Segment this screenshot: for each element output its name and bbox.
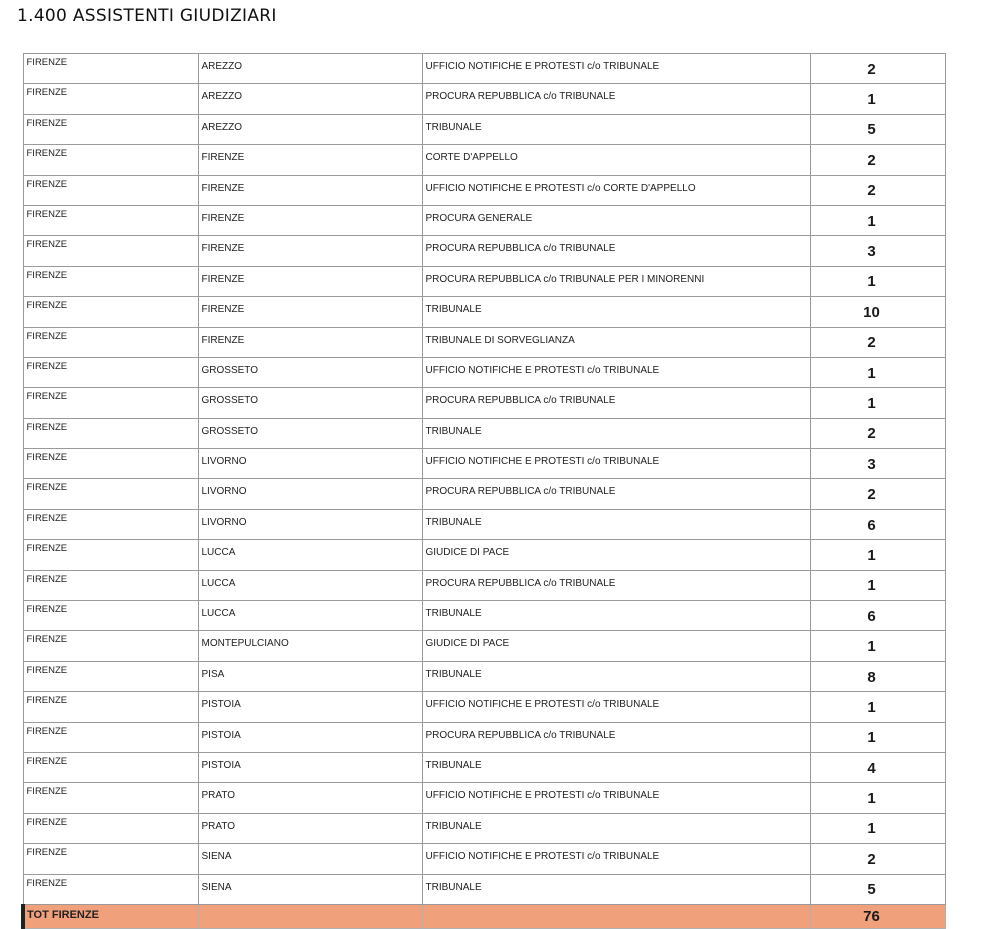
- count-cell: 2: [810, 418, 945, 448]
- table-row: [23, 54, 945, 84]
- office-cell: UFFICIO NOTIFICHE E PROTESTI c/o CORTE D'APPELLO: [422, 175, 810, 205]
- district-cell: FIRENZE: [23, 418, 198, 448]
- count-cell: 1: [810, 388, 945, 418]
- city-cell: PISA: [198, 661, 422, 691]
- city-cell: LUCCA: [198, 570, 422, 600]
- city-cell: LIVORNO: [198, 509, 422, 539]
- city-cell: PISTOIA: [198, 692, 422, 722]
- district-cell: FIRENZE: [23, 813, 198, 843]
- city-cell: PISTOIA: [198, 722, 422, 752]
- district-cell: FIRENZE: [23, 601, 198, 631]
- city-cell: FIRENZE: [198, 266, 422, 296]
- city-cell: FIRENZE: [198, 236, 422, 266]
- count-cell: 2: [810, 844, 945, 874]
- count-cell: 5: [810, 874, 945, 904]
- page-title: 1.400 ASSISTENTI GIUDIZIARI: [17, 6, 277, 26]
- office-cell: UFFICIO NOTIFICHE E PROTESTI c/o TRIBUNALE: [422, 844, 810, 874]
- city-cell: FIRENZE: [198, 327, 422, 357]
- city-cell: PRATO: [198, 813, 422, 843]
- district-cell: FIRENZE: [23, 54, 198, 84]
- district-cell: FIRENZE: [23, 84, 198, 114]
- total-empty-cell: [198, 904, 422, 928]
- city-cell: LIVORNO: [198, 479, 422, 509]
- table-row: [23, 418, 945, 448]
- city-cell: FIRENZE: [198, 145, 422, 175]
- office-cell: TRIBUNALE DI SORVEGLIANZA: [422, 327, 810, 357]
- office-cell: UFFICIO NOTIFICHE E PROTESTI c/o TRIBUNALE: [422, 692, 810, 722]
- office-cell: PROCURA REPUBBLICA c/o TRIBUNALE: [422, 84, 810, 114]
- office-cell: PROCURA GENERALE: [422, 205, 810, 235]
- office-cell: PROCURA REPUBBLICA c/o TRIBUNALE: [422, 479, 810, 509]
- district-cell: FIRENZE: [23, 661, 198, 691]
- count-cell: 4: [810, 752, 945, 782]
- table-row: [23, 874, 945, 904]
- table-row: [23, 449, 945, 479]
- count-cell: 6: [810, 509, 945, 539]
- office-cell: TRIBUNALE: [422, 601, 810, 631]
- count-cell: 1: [810, 540, 945, 570]
- district-cell: FIRENZE: [23, 236, 198, 266]
- office-cell: CORTE D'APPELLO: [422, 145, 810, 175]
- total-row: [23, 904, 945, 928]
- office-cell: TRIBUNALE: [422, 752, 810, 782]
- office-cell: TRIBUNALE: [422, 114, 810, 144]
- count-cell: 2: [810, 479, 945, 509]
- city-cell: MONTEPULCIANO: [198, 631, 422, 661]
- count-cell: 1: [810, 205, 945, 235]
- count-cell: 5: [810, 114, 945, 144]
- city-cell: GROSSETO: [198, 418, 422, 448]
- count-cell: 1: [810, 84, 945, 114]
- city-cell: PISTOIA: [198, 752, 422, 782]
- count-cell: 1: [810, 266, 945, 296]
- city-cell: PRATO: [198, 783, 422, 813]
- district-cell: FIRENZE: [23, 114, 198, 144]
- city-cell: SIENA: [198, 874, 422, 904]
- district-cell: FIRENZE: [23, 874, 198, 904]
- count-cell: 2: [810, 327, 945, 357]
- district-cell: FIRENZE: [23, 631, 198, 661]
- total-label: TOT FIRENZE: [23, 904, 198, 928]
- city-cell: LIVORNO: [198, 449, 422, 479]
- table-row: [23, 570, 945, 600]
- district-cell: FIRENZE: [23, 783, 198, 813]
- count-cell: 1: [810, 722, 945, 752]
- city-cell: FIRENZE: [198, 175, 422, 205]
- office-cell: TRIBUNALE: [422, 297, 810, 327]
- office-cell: UFFICIO NOTIFICHE E PROTESTI c/o TRIBUNALE: [422, 357, 810, 387]
- table-row: [23, 388, 945, 418]
- table-row: [23, 661, 945, 691]
- table-body: [23, 54, 945, 929]
- count-cell: 1: [810, 357, 945, 387]
- district-cell: FIRENZE: [23, 175, 198, 205]
- count-cell: 3: [810, 449, 945, 479]
- table-row: [23, 722, 945, 752]
- table-row: [23, 813, 945, 843]
- table-row: [23, 357, 945, 387]
- table-row: [23, 692, 945, 722]
- city-cell: SIENA: [198, 844, 422, 874]
- district-cell: FIRENZE: [23, 297, 198, 327]
- table-row: [23, 783, 945, 813]
- table-row: [23, 479, 945, 509]
- office-cell: TRIBUNALE: [422, 418, 810, 448]
- district-cell: FIRENZE: [23, 722, 198, 752]
- office-cell: PROCURA REPUBBLICA c/o TRIBUNALE: [422, 236, 810, 266]
- district-cell: FIRENZE: [23, 327, 198, 357]
- table-row: [23, 84, 945, 114]
- count-cell: 1: [810, 631, 945, 661]
- table-row: [23, 327, 945, 357]
- district-cell: FIRENZE: [23, 357, 198, 387]
- table-row: [23, 145, 945, 175]
- office-cell: PROCURA REPUBBLICA c/o TRIBUNALE: [422, 570, 810, 600]
- office-cell: TRIBUNALE: [422, 661, 810, 691]
- table-row: [23, 601, 945, 631]
- count-cell: 10: [810, 297, 945, 327]
- district-cell: FIRENZE: [23, 479, 198, 509]
- positions-table: [21, 53, 946, 929]
- city-cell: FIRENZE: [198, 297, 422, 327]
- district-cell: FIRENZE: [23, 205, 198, 235]
- district-cell: FIRENZE: [23, 752, 198, 782]
- count-cell: 1: [810, 813, 945, 843]
- count-cell: 6: [810, 601, 945, 631]
- city-cell: AREZZO: [198, 84, 422, 114]
- office-cell: UFFICIO NOTIFICHE E PROTESTI c/o TRIBUNALE: [422, 449, 810, 479]
- district-cell: FIRENZE: [23, 449, 198, 479]
- count-cell: 2: [810, 145, 945, 175]
- city-cell: GROSSETO: [198, 357, 422, 387]
- city-cell: LUCCA: [198, 540, 422, 570]
- table-row: [23, 509, 945, 539]
- count-cell: 2: [810, 175, 945, 205]
- table-row: [23, 114, 945, 144]
- total-empty-cell: [422, 904, 810, 928]
- count-cell: 3: [810, 236, 945, 266]
- count-cell: 2: [810, 54, 945, 84]
- office-cell: PROCURA REPUBBLICA c/o TRIBUNALE: [422, 388, 810, 418]
- city-cell: AREZZO: [198, 54, 422, 84]
- district-cell: FIRENZE: [23, 692, 198, 722]
- office-cell: GIUDICE DI PACE: [422, 631, 810, 661]
- district-cell: FIRENZE: [23, 266, 198, 296]
- count-cell: 1: [810, 692, 945, 722]
- district-cell: FIRENZE: [23, 388, 198, 418]
- district-cell: FIRENZE: [23, 844, 198, 874]
- office-cell: UFFICIO NOTIFICHE E PROTESTI c/o TRIBUNALE: [422, 783, 810, 813]
- total-count: 76: [810, 904, 945, 928]
- office-cell: TRIBUNALE: [422, 813, 810, 843]
- district-cell: FIRENZE: [23, 145, 198, 175]
- city-cell: FIRENZE: [198, 205, 422, 235]
- table-row: [23, 297, 945, 327]
- city-cell: LUCCA: [198, 601, 422, 631]
- table-row: [23, 266, 945, 296]
- table-row: [23, 844, 945, 874]
- office-cell: GIUDICE DI PACE: [422, 540, 810, 570]
- table-row: [23, 205, 945, 235]
- table-row: [23, 236, 945, 266]
- office-cell: PROCURA REPUBBLICA c/o TRIBUNALE: [422, 722, 810, 752]
- table-row: [23, 540, 945, 570]
- count-cell: 8: [810, 661, 945, 691]
- count-cell: 1: [810, 570, 945, 600]
- table-row: [23, 175, 945, 205]
- office-cell: PROCURA REPUBBLICA c/o TRIBUNALE PER I MINORENNI: [422, 266, 810, 296]
- district-cell: FIRENZE: [23, 570, 198, 600]
- office-cell: UFFICIO NOTIFICHE E PROTESTI c/o TRIBUNALE: [422, 54, 810, 84]
- city-cell: GROSSETO: [198, 388, 422, 418]
- table-row: [23, 631, 945, 661]
- city-cell: AREZZO: [198, 114, 422, 144]
- office-cell: TRIBUNALE: [422, 874, 810, 904]
- district-cell: FIRENZE: [23, 540, 198, 570]
- office-cell: TRIBUNALE: [422, 509, 810, 539]
- district-cell: FIRENZE: [23, 509, 198, 539]
- count-cell: 1: [810, 783, 945, 813]
